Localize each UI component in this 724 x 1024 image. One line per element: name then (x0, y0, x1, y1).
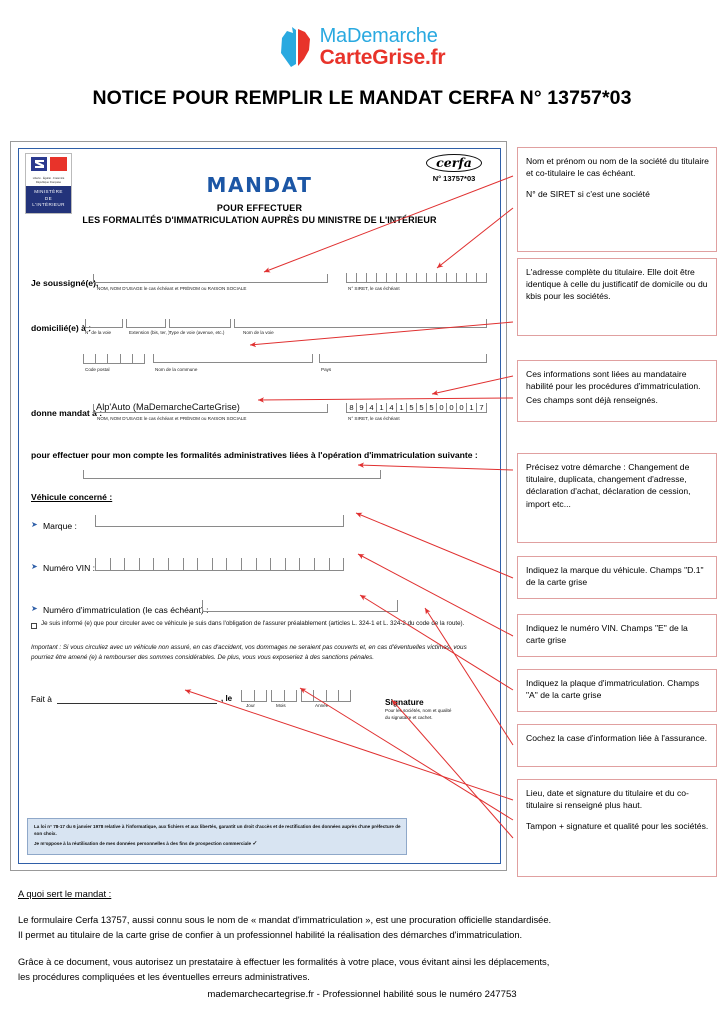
signature-subtext: Pour les sociétés, nom et qualité du signataire et cachet. (385, 708, 452, 720)
done-at-label: Fait à (31, 694, 52, 704)
street-extension-caption: Extension (bis, ter, ) (129, 330, 170, 335)
cerfa-number: N° 13757*03 (432, 174, 476, 184)
street-name-input[interactable] (234, 319, 487, 328)
plate-input[interactable] (202, 600, 398, 612)
bullet-arrow-icon: ➤ (31, 520, 38, 529)
operation-input[interactable] (83, 470, 381, 479)
domicile-label: domicilié(e) à : (31, 323, 92, 333)
note-brand: Indiquez la marque du véhicule. Champs "D.1" de la carte grise (517, 556, 717, 599)
vin-input[interactable] (95, 558, 344, 571)
insurance-checkbox[interactable] (31, 623, 37, 629)
bullet-arrow-icon-3: ➤ (31, 604, 38, 613)
note-vin: Indiquez le numéro VIN. Champs "E" de la carte grise (517, 614, 717, 657)
brand-label: Marque : (43, 521, 77, 531)
insurance-text: Je suis informé (e) que pour circuler avec ce véhicule je suis dans l'obligation de l'assurer préalablement (articles L. 324-1 et L. 324-2 du code de la route). (41, 620, 465, 627)
day-caption: Jour (246, 703, 255, 708)
mandate-name-value: Alp'Auto (MaDemarcheCarteGrise) (96, 402, 240, 412)
logo-line-2: CarteGrise.fr (319, 46, 446, 69)
note-operation: Précisez votre démarche : Changement de titulaire, duplicata, changement d'adresse, déclaration d'achat, déclaration de cession, import etc... (517, 453, 717, 543)
purpose-text: pour effectuer pour mon compte les formalités administratives liées à l'opération d'immatriculation suivante : (31, 450, 478, 460)
ministry-motto: Liberté · Égalité · Fraternité République Française (32, 177, 65, 184)
cerfa-label: cerfa (426, 154, 482, 172)
year-input[interactable] (301, 690, 351, 702)
street-number-caption: N° de la voie (85, 330, 112, 335)
ministry-band: MINISTÈRE DE L'INTÉRIEUR (26, 186, 71, 213)
year-caption: Année (315, 703, 329, 708)
explanation-heading: A quoi sert le mandat : (18, 888, 112, 899)
plate-label: Numéro d'immatriculation (le cas échéant) : (43, 605, 209, 615)
undersigned-siret-caption: N° SIRET, le cas échéant (348, 286, 400, 291)
cerfa-form-preview (10, 141, 507, 871)
street-type-caption: Type de voie (avenue, etc.) (169, 330, 225, 335)
bullet-arrow-icon-2: ➤ (31, 562, 38, 571)
explanation-paragraph-2: Grâce à ce document, vous autorisez un prestataire à effectuer les formalités à votre place, vous évitant ainsi les déplacements, les procédures compliquées et les éventuelles erreurs administratives. (18, 956, 550, 982)
important-text: Important : Si vous circuliez avec un véhicule non assuré, en cas d'accident, vos dommages ne seraient pas couverts et, en cas d'éventuelles victimes, vous pourriez être amené (e) à rembourser des sommes considérables. De plus, vous vous exposeriez à des sanctions pénales. (31, 644, 467, 661)
date-label: , le (221, 694, 233, 703)
street-extension-input[interactable] (126, 319, 166, 328)
note-signature: Lieu, date et signature du titulaire et du co-titulaire si renseigné plus haut. Tampon + signature et qualité pour les sociétés. (517, 779, 717, 877)
logo-line-1: MaDemarche (319, 25, 438, 47)
undersigned-siret-input[interactable] (346, 273, 487, 283)
undersigned-name-input[interactable] (93, 274, 328, 283)
commune-input[interactable] (153, 354, 313, 363)
place-input[interactable] (57, 703, 217, 704)
postal-code-caption: Code postal (85, 367, 110, 372)
legal-checkmark-icon[interactable]: ✓ (252, 841, 258, 848)
legal-line-1: La loi n° 78-17 du 6 janvier 1978 relative à l'informatique, aux fichiers et aux libertés, garantit un droit d'accès et de rectification des données auprès d'une préfecture de son choix. (34, 823, 401, 837)
mandate-siret-value: 8 9 4 1 4 1 5 5 5 0 0 0 1 7 (346, 403, 487, 413)
vin-label: Numéro VIN : (43, 563, 96, 573)
page-footer: mademarchecartegrise.fr - Professionnel habilité sous le numéro 247753 (207, 989, 517, 1000)
country-input[interactable] (319, 354, 487, 363)
form-title: MANDAT (206, 173, 313, 197)
legal-line-2: Je m'oppose à la réutilisation de mes données personnelles à des fins de prospection commerciale ✓ (34, 841, 258, 848)
note-identity: Nom et prénom ou nom de la société du titulaire et co-titulaire le cas échéant. N° de SIRET si c'est une société (517, 147, 717, 252)
mandate-label: donne mandat à : (31, 408, 103, 418)
brand-input[interactable] (95, 515, 344, 527)
undersigned-label: Je soussigné(e), (31, 278, 99, 288)
france-map-icon (279, 26, 313, 68)
month-caption: Mois (276, 703, 286, 708)
street-number-input[interactable] (85, 319, 123, 328)
postal-code-input[interactable] (83, 354, 145, 364)
day-input[interactable] (241, 690, 267, 702)
vehicle-heading: Véhicule concerné : (31, 492, 113, 502)
mandate-siret-caption: N° SIRET, le cas échéant (348, 416, 400, 421)
note-address: L'adresse complète du titulaire. Elle doit être identique à celle du justificatif de domicile ou du kbis pour les sociétés. (517, 258, 717, 336)
undersigned-caption: NOM, NOM D'USAGE le cas échéant et PRÉNOM ou RAISON SOCIALE (97, 286, 247, 291)
note-mandatary: Ces informations sont liées au mandataire habilité pour les procédures d'immatriculation. Ces champs sont déjà renseignés. (517, 360, 717, 422)
street-type-input[interactable] (169, 319, 231, 328)
street-name-caption: Nom de la voie (243, 330, 274, 335)
form-subtitle-2: LES FORMALITÉS D'IMMATRICULATION AUPRÈS DU MINISTRE DE L'INTÉRIEUR (82, 215, 437, 225)
commune-caption: Nom de la commune (155, 367, 198, 372)
note-insurance: Cochez la case d'information liée à l'assurance. (517, 724, 717, 767)
mandate-name-caption: NOM, NOM D'USAGE le cas échéant et PRÉNOM ou RAISON SOCIALE (97, 416, 247, 421)
site-logo (0, 26, 724, 68)
explanation-section (18, 888, 708, 997)
legal-notice-box (27, 818, 407, 855)
month-input[interactable] (271, 690, 297, 702)
explanation-paragraph-1: Le formulaire Cerfa 13757, aussi connu sous le nom de « mandat d'immatriculation », est une procuration officielle standardisée. Il permet au titulaire de la carte grise de confier à un professionnel habilité la réalisation des démarches d'immatriculation. (18, 914, 552, 940)
note-plate: Indiquez la plaque d'immatriculation. Champs "A" de la carte grise (517, 669, 717, 712)
form-subtitle-1: POUR EFFECTUER (216, 203, 303, 213)
country-caption: Pays (321, 367, 332, 372)
page-title: NOTICE POUR REMPLIR LE MANDAT CERFA N° 13757*03 (92, 87, 632, 109)
signature-title: Signature (385, 697, 424, 707)
